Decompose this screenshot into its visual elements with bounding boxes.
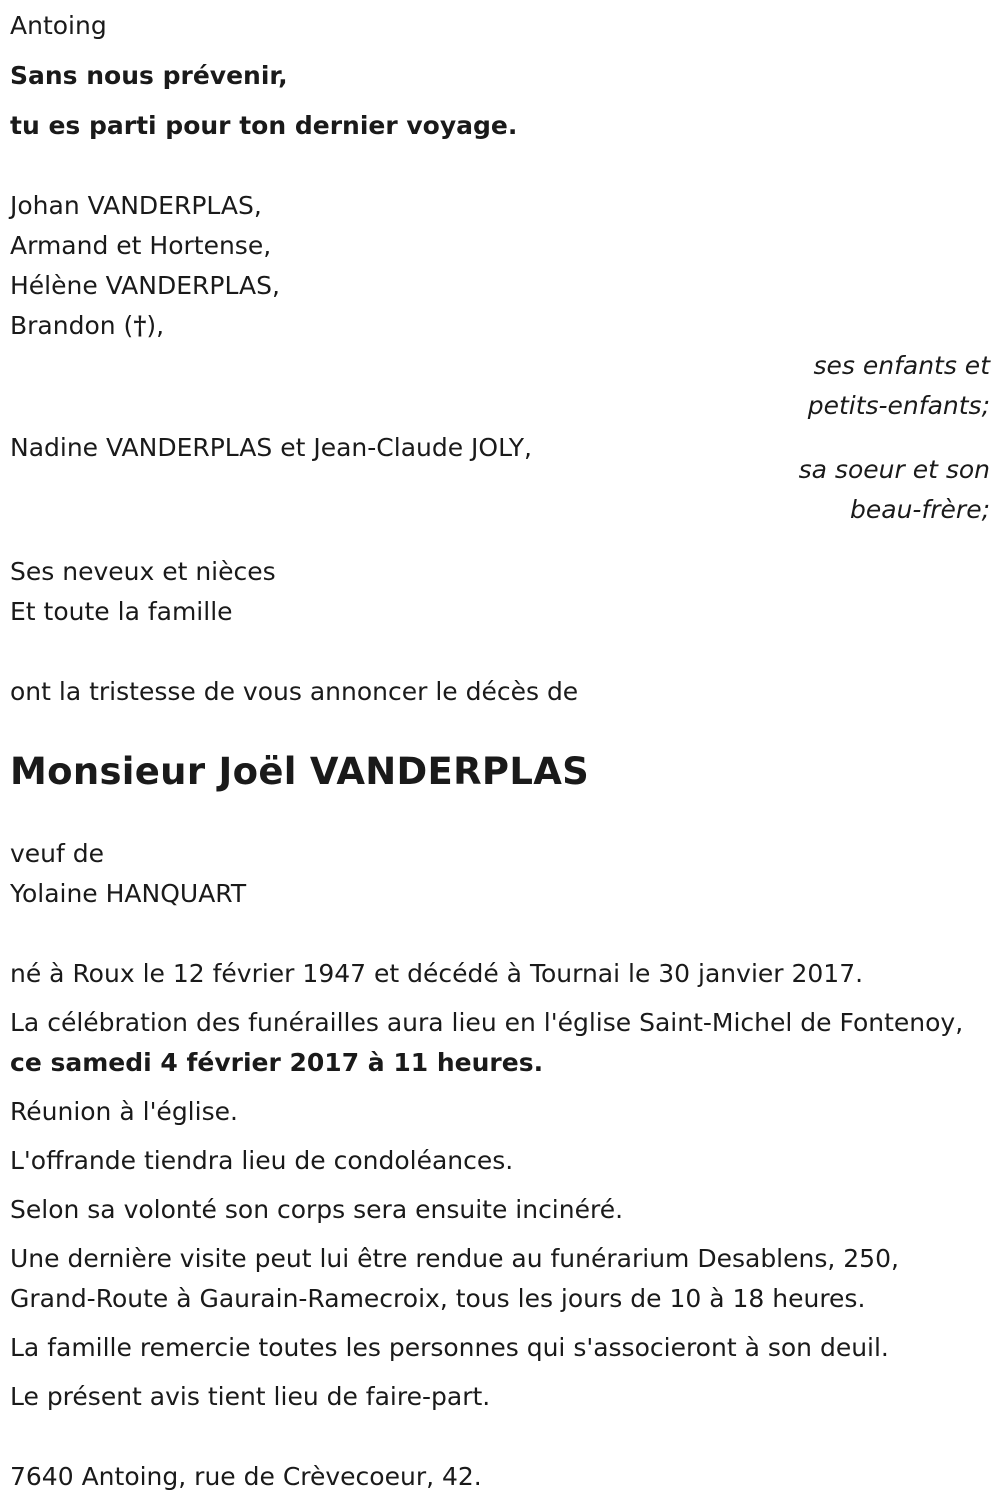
children-role-line-1: ses enfants et	[813, 351, 990, 380]
ceremony-location: La célébration des funérailles aura lieu en l'église Saint-Michel de Fontenoy,	[10, 1008, 964, 1037]
spacer	[10, 712, 990, 746]
spacer	[10, 46, 990, 56]
thanks-text: La famille remercie toutes les personnes qui s'associeront à son deuil.	[10, 1333, 889, 1362]
family-member: Hélène VANDERPLAS,	[10, 271, 280, 300]
spacer	[10, 530, 990, 552]
announcement-text: ont la tristesse de vous annoncer le décès de	[10, 677, 579, 706]
nephews-nieces: Ses neveux et nièces	[10, 557, 276, 586]
verse-line-2: tu es parti pour ton dernier voyage.	[10, 111, 518, 140]
spouse-name: Yolaine HANQUART	[10, 879, 247, 908]
children-role-line-2: petits-enfants;	[807, 391, 990, 420]
deceased-name: Monsieur Joël VANDERPLAS	[10, 750, 590, 793]
children-block	[10, 186, 990, 426]
cremation-text: Selon sa volonté son corps sera ensuite incinéré.	[10, 1195, 624, 1224]
cross-icon: †	[133, 311, 147, 340]
sister-name: Nadine VANDERPLAS et Jean-Claude JOLY,	[10, 433, 532, 462]
family-member: Armand et Hortense,	[10, 231, 272, 260]
family-member: Johan VANDERPLAS,	[10, 191, 262, 220]
sister-role-line-2: beau-frère;	[850, 495, 990, 524]
widower-of: veuf de	[10, 839, 105, 868]
sister-role-line-1: sa soeur et son	[798, 455, 990, 484]
spacer	[10, 914, 990, 954]
birth-death-text: né à Roux le 12 février 1947 et décédé à Tournai le 30 janvier 2017.	[10, 959, 864, 988]
offering-text: L'offrande tiendra lieu de condoléances.	[10, 1146, 514, 1175]
brandon-suffix: ),	[146, 311, 165, 340]
ceremony-date: ce samedi 4 février 2017 à 11 heures.	[10, 1048, 544, 1077]
brandon-name: Brandon (	[10, 311, 134, 340]
spacer	[10, 146, 990, 186]
spacer	[10, 1426, 990, 1457]
sister-block	[10, 428, 990, 530]
meeting-text: Réunion à l'église.	[10, 1097, 238, 1126]
visit-text: Une dernière visite peut lui être rendue au funérarium Desablens, 250, Grand-Route à Gaurain-Ramecroix, tous les jours de 10 à 18 heures.	[10, 1244, 899, 1313]
family-member-brandon	[10, 306, 990, 346]
obituary-notice	[10, 6, 990, 1497]
town-name: Antoing	[10, 11, 107, 40]
whole-family: Et toute la famille	[10, 597, 233, 626]
verse-line-1: Sans nous prévenir,	[10, 61, 288, 90]
details-block	[10, 954, 990, 1417]
address-text: 7640 Antoing, rue de Crèvecoeur, 42.	[10, 1462, 482, 1491]
spacer	[10, 96, 990, 106]
notice-text: Le présent avis tient lieu de faire-part.	[10, 1382, 491, 1411]
ceremony-text	[10, 1003, 990, 1083]
spacer	[10, 632, 990, 672]
spacer	[10, 798, 990, 834]
